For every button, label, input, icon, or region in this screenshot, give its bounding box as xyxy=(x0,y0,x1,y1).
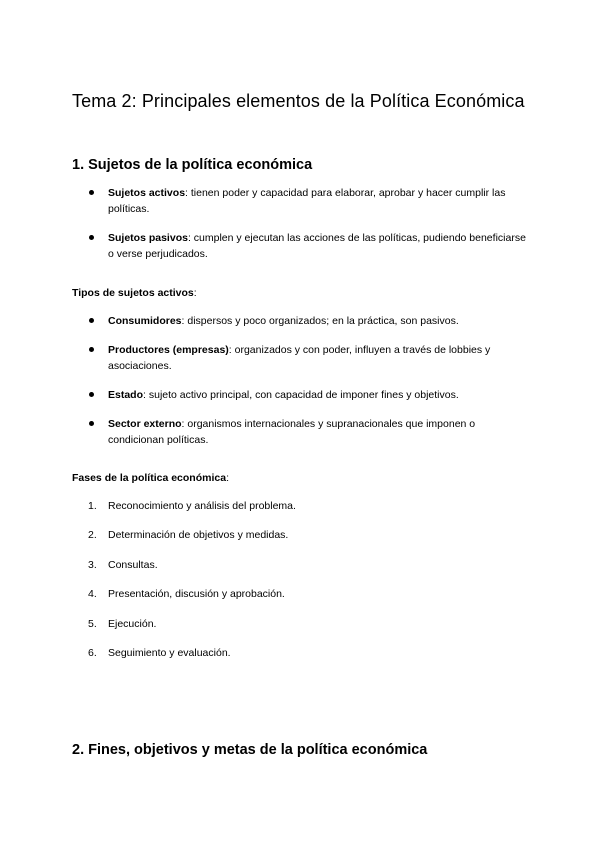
definition: : tienen poder y capacidad para elaborar, aprobar y hacer cumplir las políticas. xyxy=(108,187,506,215)
section-heading-goals: 2. Fines, objetivos y metas de la política económica xyxy=(72,742,428,758)
phase-text: Ejecución. xyxy=(108,617,157,630)
bullet-icon xyxy=(89,392,94,397)
list-number: 4. xyxy=(88,588,97,601)
list-number: 3. xyxy=(88,558,97,571)
phase-text: Presentación, discusión y aprobación. xyxy=(108,588,285,601)
subheading-colon: : xyxy=(226,472,229,484)
bullet-icon xyxy=(89,235,94,240)
subheading-label: Tipos de sujetos activos xyxy=(72,287,194,299)
list-item xyxy=(72,645,532,661)
term: Sujetos activos xyxy=(108,187,186,199)
list-item xyxy=(72,498,532,514)
phase-text: Seguimiento y evaluación. xyxy=(108,646,231,659)
document-title: Tema 2: Principales elementos de la Política Económica xyxy=(72,91,525,111)
active-types-list xyxy=(72,313,532,448)
list-item xyxy=(72,387,532,403)
list-number: 2. xyxy=(88,529,97,542)
subjects-list xyxy=(72,185,532,262)
definition: : cumplen y ejecutan las acciones de las políticas, pudiendo beneficiarse o verse perjudicados. xyxy=(108,232,526,260)
phases-list xyxy=(72,498,532,661)
term: Productores (empresas) xyxy=(108,344,229,356)
definition: : dispersos y poco organizados; en la práctica, son pasivos. xyxy=(181,315,459,327)
bullet-icon xyxy=(89,318,94,323)
phase-text: Reconocimiento y análisis del problema. xyxy=(108,500,296,512)
list-item xyxy=(72,527,532,543)
list-item xyxy=(72,586,532,602)
term: Sector externo xyxy=(108,418,182,430)
subheading-colon: : xyxy=(193,287,197,299)
section-heading-subjects: 1. Sujetos de la política económica xyxy=(72,157,313,173)
term: Consumidores xyxy=(108,315,182,327)
bullet-icon xyxy=(89,347,94,352)
definition: : organismos internacionales y supranacionales que imponen o condicionan políticas. xyxy=(108,418,476,446)
active-types-heading xyxy=(72,287,197,299)
list-number: 5. xyxy=(88,617,97,630)
term: Estado xyxy=(108,389,144,401)
list-item xyxy=(72,416,532,448)
bullet-icon xyxy=(89,421,94,426)
phase-text: Consultas. xyxy=(108,558,158,571)
definition: : organizados y con poder, influyen a través de lobbies y asociaciones. xyxy=(108,344,491,372)
list-item xyxy=(72,185,532,217)
list-item xyxy=(72,230,532,262)
list-item xyxy=(72,557,532,573)
list-item xyxy=(72,616,532,632)
subheading-label: Fases de la política económica xyxy=(72,472,227,484)
phase-text: Determinación de objetivos y medidas. xyxy=(108,529,289,542)
list-item xyxy=(72,342,532,374)
term: Sujetos pasivos xyxy=(108,232,188,244)
definition: : sujeto activo principal, con capacidad de imponer fines y objetivos. xyxy=(143,389,459,401)
list-item xyxy=(72,313,532,329)
bullet-icon xyxy=(89,190,94,195)
list-number: 1. xyxy=(88,500,97,512)
phases-heading xyxy=(72,472,229,484)
list-number: 6. xyxy=(88,646,97,659)
